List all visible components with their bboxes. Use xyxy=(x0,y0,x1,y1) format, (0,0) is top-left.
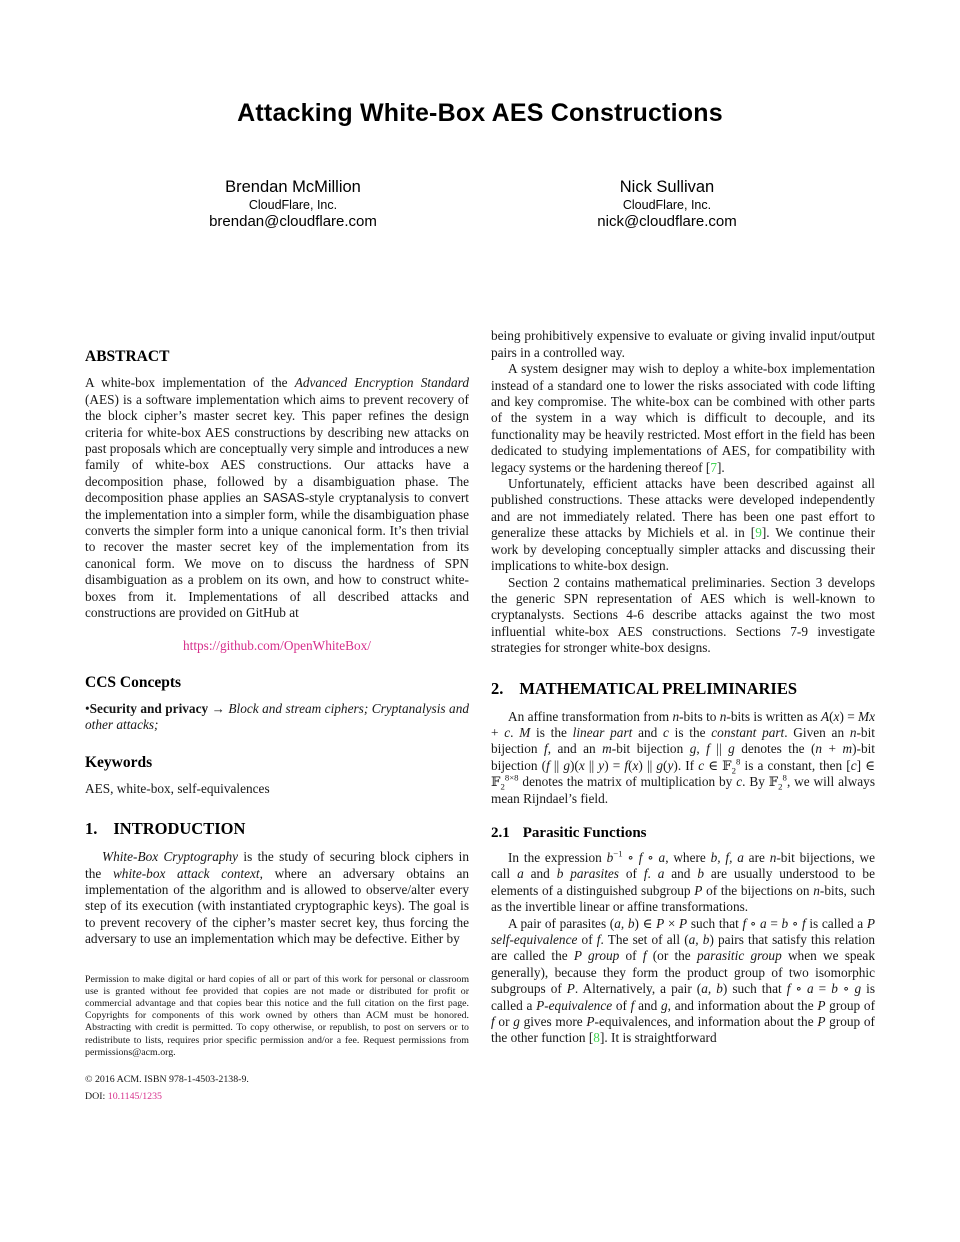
author-2 xyxy=(512,178,822,231)
author-2-name: Nick Sullivan xyxy=(619,178,715,196)
body-columns xyxy=(85,328,875,1103)
author-2-email: nick@cloudflare.com xyxy=(597,213,737,231)
section-2-paragraph: An affine transformation from n-bits to n-bits is written as A(x) = Mx + c. M is the linear part and c is the constant part. Given an n-bit bijection f, and an m-bit bijection g, f || g denotes the (n + m)-bit bijection (f || g)(x || y) = f(x) || g(y). If c ∈ 𝔽$_2^8$ is a constant, then [c] ∈ 𝔽$_2^{8\times 8}$ denotes the matrix of multiplication by c. By 𝔽$_2^8$, we will always mean Rijndael’s field. xyxy=(491,708,876,806)
section-2-title: MATHEMATICAL PRELIMINARIES xyxy=(519,678,797,698)
paper-title: Attacking White-Box AES Constructions xyxy=(237,99,723,127)
section-2-1-paragraph-1: In the expression $b^{-1}$ ∘ f ∘ a, where b, f, a are n-bit bijections, we call a and b parasites of f. a and b are usually understood to be elements of a distinguished subgroup P of the bijections on n-bits, such as the invertible linear or affine transformations. xyxy=(491,848,875,915)
keywords-heading: Keywords xyxy=(85,753,153,771)
section-1-number: 1. xyxy=(85,819,98,839)
section-2-1-paragraph-2: A pair of parasites (a, b) ∈ P × P such that f ∘ a = b ∘ f is called a P self-equivalence of f. The set of all (a, b) pairs that satisfy this relation are called the P group of f (or the parasitic group when we speak generally), because they form the product group of two isomorphic subgroups of P. Alternatively, a pair (a, b) such that f ∘ a = b ∘ g is called a P-equivalence of f and g, and information about the P group of f or g gives more P-equivalences, and information about the P group of the other function [8]. It is straightforward xyxy=(491,915,876,1046)
section-2-1-title: Parasitic Functions xyxy=(522,824,647,841)
section-2-number: 2. xyxy=(491,678,504,698)
author-1-name: Brendan McMillion xyxy=(225,178,361,196)
footnote-block xyxy=(85,974,469,1104)
author-2-affiliation: CloudFlare, Inc. xyxy=(622,197,712,212)
github-link-row xyxy=(85,638,469,654)
section-2-heading xyxy=(491,679,875,699)
intro-paragraph: White-Box Cryptography is the study of securing block ciphers in the white-box attack context, where an adversary obtains an implementation of the algorithm and is allowed to observe/alter every step of its execution (with instantiated cryptographic keys). The goal is to prevent recovery of the cipher’s master secret key, thus forcing the adversary to use an implementation which may be defective. Either by xyxy=(85,849,470,947)
section-1-title: INTRODUCTION xyxy=(113,819,246,839)
doi-label: DOI: xyxy=(85,1091,108,1103)
authors-row xyxy=(0,178,960,231)
keywords-text: AES, white-box, self-equivalences xyxy=(85,780,270,796)
left-column xyxy=(85,328,469,1103)
permission-text: Permission to make digital or hard copies of all or part of this work for personal or classroom use is granted without fee provided that copies are not made or distributed for profit or commercial advantage and that copies bear this notice and the full citation on the first page. Copyrights for components of this work owned by others than ACM must be honored. Abstracting with credit is permitted. To copy otherwise, or republish, to post on servers or to redistribute to lists, requires prior specific permission and/or a fee. Request permissions from permissions@acm.org. xyxy=(85,973,469,1058)
right-paragraph-4: Section 2 contains mathematical preliminaries. Section 3 develops the generic SPN representation of AES which is well-known to cryptanalysts. Sections 4-6 describe attacks against the two most influential white-box AES constructions. Sections 7-9 investigate strategies for stronger white-box designs. xyxy=(491,574,875,656)
section-2-1-heading xyxy=(491,825,875,842)
author-1-affiliation: CloudFlare, Inc. xyxy=(248,197,338,212)
section-2-1-number: 2.1 xyxy=(491,824,510,841)
abstract-heading: ABSTRACT xyxy=(85,348,170,366)
doi-link[interactable]: 10.1145/1235 xyxy=(107,1091,162,1103)
title-block xyxy=(0,0,960,231)
right-paragraph-1: being prohibitively expensive to evaluate or giving invalid input/output pairs in a controlled way. xyxy=(491,328,875,360)
author-1-email: brendan@cloudflare.com xyxy=(209,213,377,231)
ccs-heading: CCS Concepts xyxy=(85,673,182,691)
right-paragraph-3: Unfortunately, efficient attacks have been described against all published constructions. These attacks were developed independently and are not immediately related. There has been one past effort to generalize these attacks by Michiels et al. in [9]. We continue their work by developing conceptually simpler attacks and discussing their implications to white-box design. xyxy=(491,476,875,574)
right-paragraph-2: A system designer may wish to deploy a white-box implementation instead of a standard one to lower the risks associated with code lifting and key compromise. The white-box can be combined with other parts of the system in a way which is difficult to decouple, and its functionality may be heavily restricted. Most effort in the field has been dedicated to studying implementations of AES, for compatibility with legacy systems or the hardening thereof [7]. xyxy=(491,361,875,475)
doi-line xyxy=(85,1091,469,1103)
right-column xyxy=(491,328,875,1103)
github-link[interactable]: https://github.com/OpenWhiteBox/ xyxy=(183,637,371,653)
ccs-text: •Security and privacy → Block and stream ciphers; Cryptanalysis and other attacks; xyxy=(85,700,469,733)
section-1-heading xyxy=(85,819,469,839)
copyright-line: © 2016 ACM. ISBN 978-1-4503-2138-9. xyxy=(85,1074,249,1085)
author-1 xyxy=(138,178,448,231)
abstract-text: A white-box implementation of the Advanced Encryption Standard (AES) is a software implementation which aims to prevent recovery of the block cipher’s master secret key. This paper refines the design criteria for white-box AES constructions by describing new attacks on past proposals which are conceptually very simple and introduces a new family of white-box AES constructions. Our attacks have a decomposition phase, followed by a disambiguation phase. The decomposition phase applies an SASAS-style cryptanalysis to convert the implementation into a simpler form, while the disambiguation phase converts the simpler form into a unique canonical form. It’s then trivial to recover the master secret key of the implementation from its canonical form. We move on to discuss the hardness of SPN disambiguation as a problem on its own, and how to construct white-boxes from it. Implementations of all described attacks and constructions are provided on GitHub at xyxy=(85,375,470,621)
